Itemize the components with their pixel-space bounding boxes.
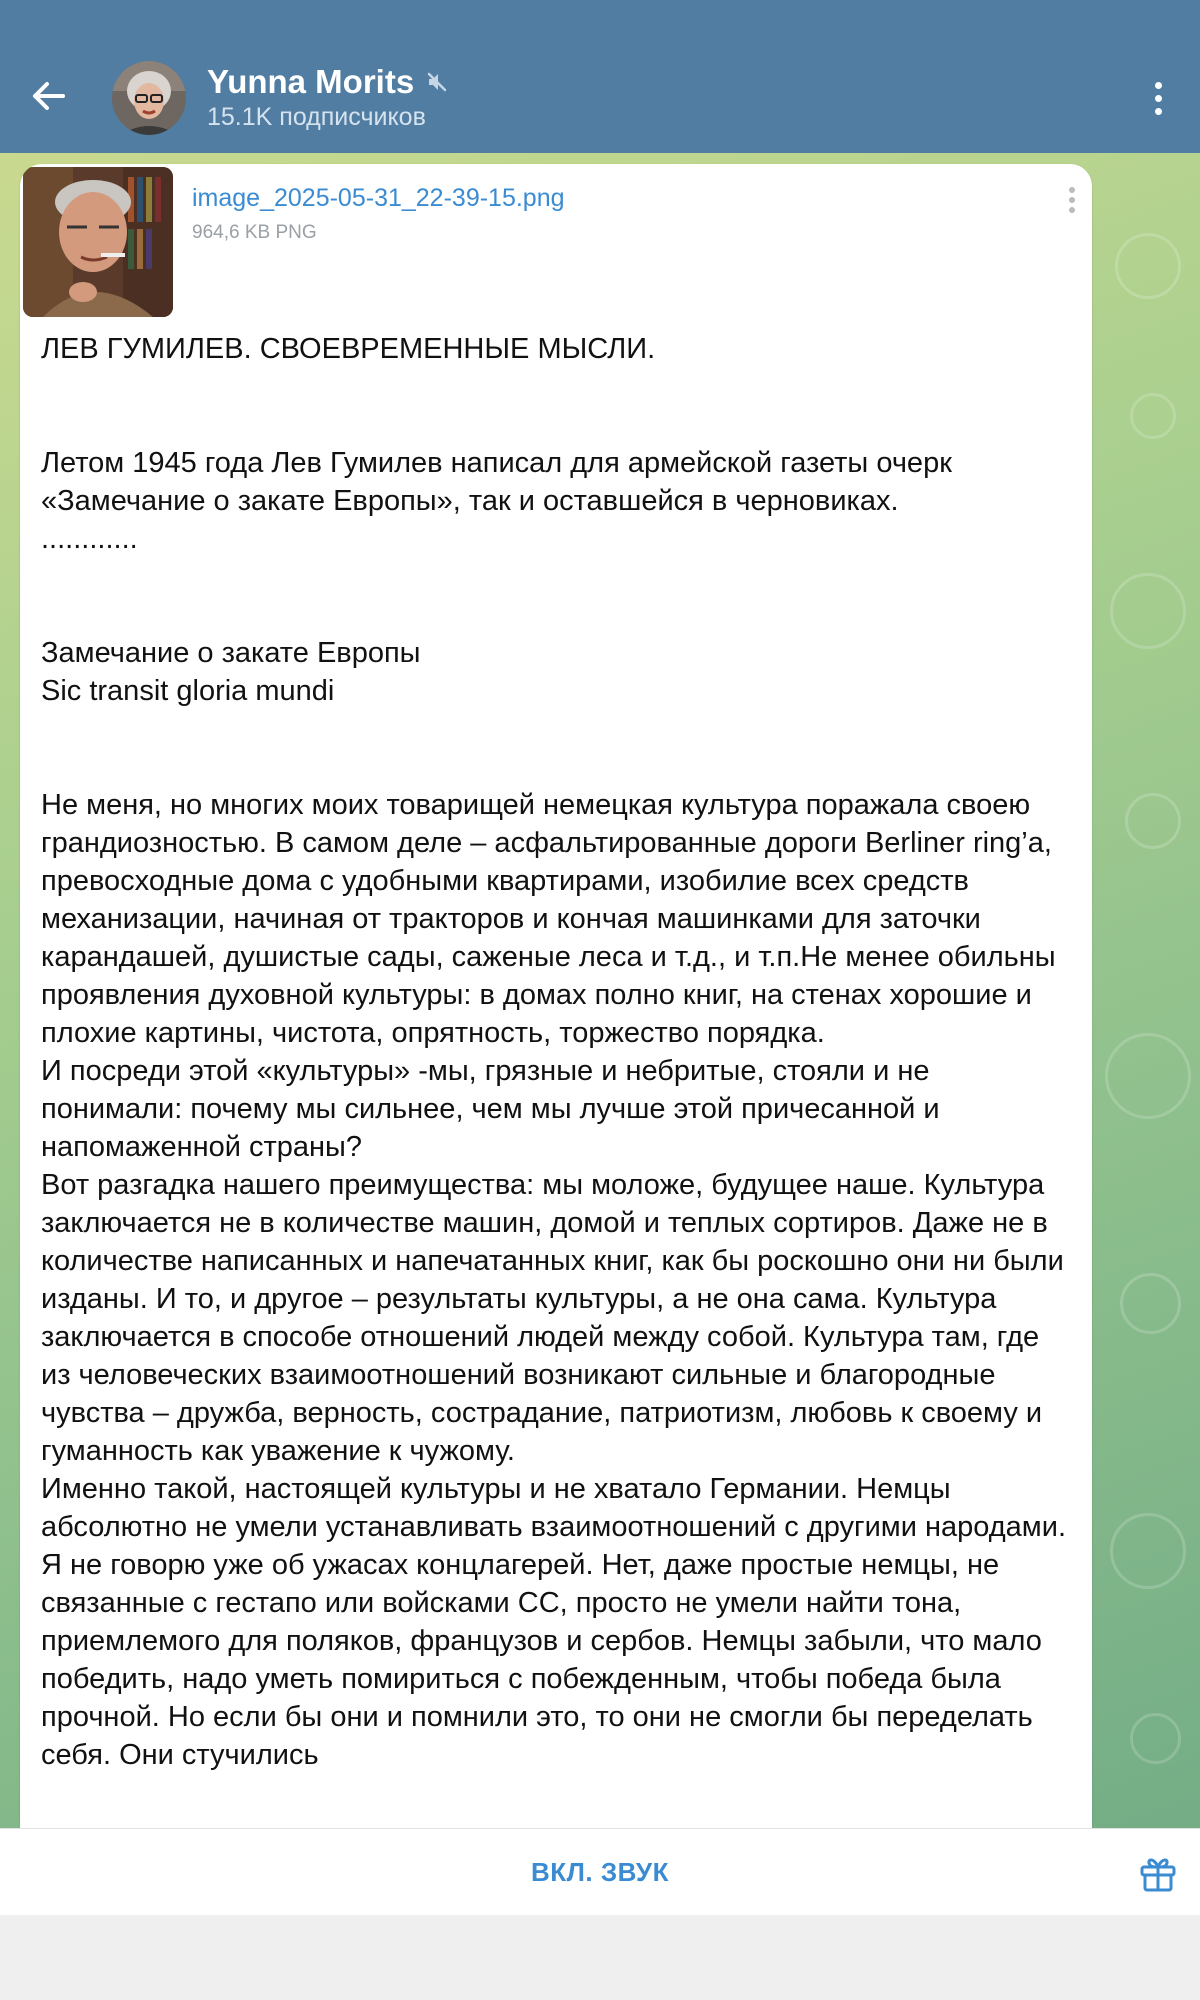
attachment-menu-icon[interactable] — [1062, 180, 1082, 220]
message-paragraph: Летом 1945 года Лев Гумилев написал для армейской газеты очерк «Замечание о закате Европы», так и оставшейся в черновиках. ............ — [41, 447, 952, 555]
bottom-bar — [0, 1828, 1200, 1916]
channel-name[interactable] — [207, 62, 448, 102]
attachment-thumbnail[interactable] — [23, 167, 173, 317]
attachment-file-name[interactable]: image_2025-05-31_22-39-15.png — [192, 184, 565, 212]
system-nav-area — [0, 1915, 1200, 2000]
muted-speaker-icon — [426, 71, 448, 93]
message-paragraph: ЛЕВ ГУМИЛЕВ. СВОЕВРЕМЕННЫЕ МЫСЛИ. — [41, 333, 656, 365]
subscriber-count: 15.1K подписчиков — [207, 103, 426, 131]
message-paragraph: Замечание о закате Европы Sic transit gloria mundi — [41, 637, 421, 707]
channel-name-text: Yunna Morits — [207, 63, 415, 100]
message-paragraph: Не меня, но многих моих товарищей немецкая культура поражала своею грандиозностью. В самом деле – асфальтированные дороги Berliner ring’a, превосходные дома с удобными квартирами, изобилие всех средств механизации, начиная от тракторов и кончая машинками для заточки карандашей, душистые сады, саженые леса и т.д., и т.п.Не менее обильны проявления духовной культуры: в домах полно книг, на стенах хорошие и плохие картины, чистота, опрятность, торжество порядка. И посреди этой «культуры» -мы, грязные и небритые, стояли и не понимали: почему мы сильнее, чем мы лучше этой причесанной и напомаженной страны? Вот разгадка нашего преимущества: мы моложе, будущее наше. Культура заключается не в количестве машин, домой и теплых сортиров. Даже не в количестве написанных и напечатанных книг, как бы роскошно они ни были изданы. И то, и другое – результаты культуры, а не она сама. Культура заключается в способе отношений людей между собой. Культура там, где из человеческих взаимоотношений возникают сильные и благородные чувства – дружба, верность, сострадание, патриотизм, любовь к своему и гуманность как уважение к чужому. Именно такой, настоящей культуры и не хватало Германии. Немцы абсолютно не умели устанавливать взаимоотношений с другими народами. Я не говорю уже об ужасах концлагерей. Нет, даже простые немцы, не связанные с гестапо или войсками СС, просто не умели найти тона, приемлемого для поляков, французов и сербов. Немцы забыли, что мало победить, надо уметь помириться с побежденным, чтобы победа была прочной. Но если бы они и помнили это, то они не смогли бы переделать себя. Они стучились — [41, 789, 1066, 1771]
more-vertical-icon[interactable] — [1140, 76, 1176, 120]
message-text — [41, 330, 1076, 1774]
gift-icon[interactable] — [1138, 1853, 1178, 1893]
message-bubble — [20, 164, 1092, 1864]
channel-avatar[interactable] — [112, 61, 186, 135]
channel-header — [0, 0, 1200, 153]
unmute-button[interactable]: ВКЛ. ЗВУК — [531, 1857, 669, 1887]
attachment-file-meta: 964,6 KB PNG — [192, 222, 317, 243]
arrow-left-icon — [31, 81, 65, 111]
back-button[interactable] — [22, 70, 74, 122]
